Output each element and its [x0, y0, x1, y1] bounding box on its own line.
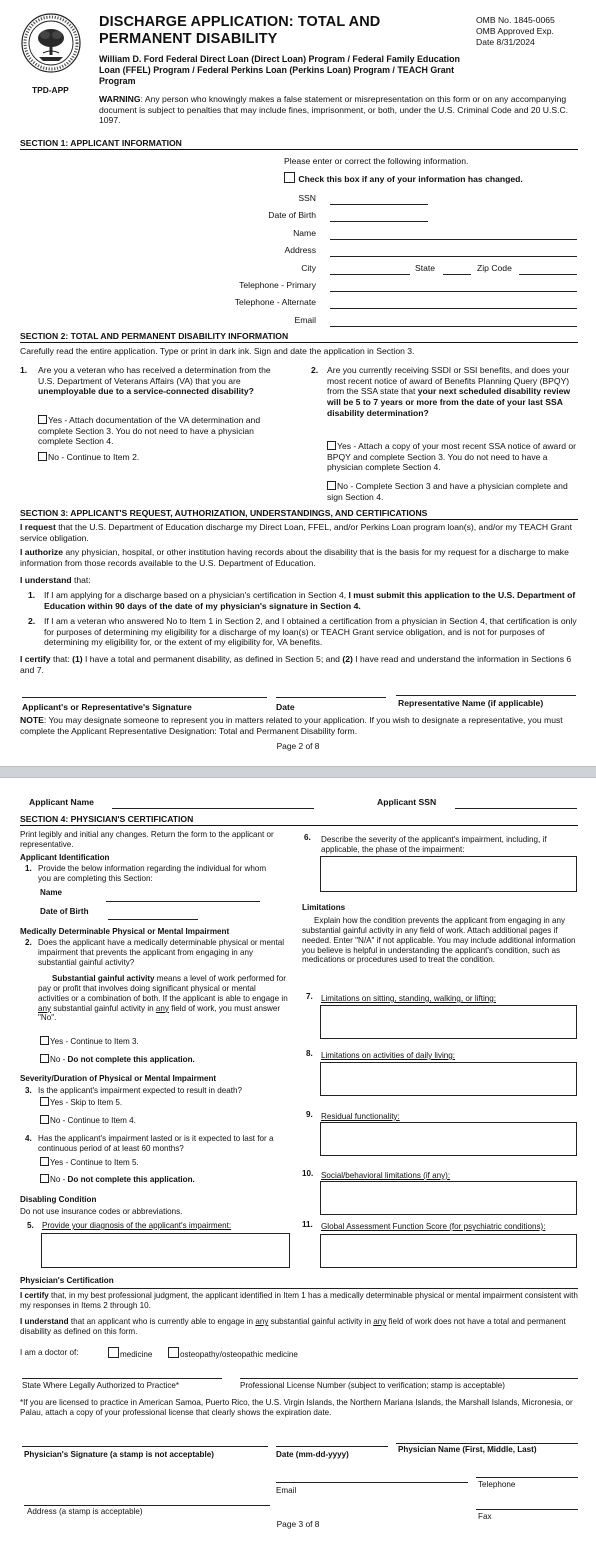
s3-u1-text: If I am applying for a discharge based on a physician's certification in Section 4, [44, 590, 349, 600]
physician-signature-label: Physician's Signature (a stamp is not acceptable) [24, 1450, 214, 1459]
applicant-date-field[interactable] [276, 697, 386, 698]
warning-body: : Any person who knowingly makes a false statement or misrepresentation on this form or on any accompanying document is subject to penalties that may include fines, imprisonment, or both, under the U.S. Criminal Code and 20 U.S.C. 1097. [99, 94, 569, 126]
applicant-name-label: Applicant Name [29, 797, 94, 807]
s2-item1-no-checkbox[interactable] [38, 452, 47, 461]
applicant-name-field[interactable] [112, 808, 314, 809]
s4-item2-yes-row[interactable] [40, 1036, 139, 1047]
doctor-medicine-label: medicine [120, 1350, 153, 1359]
s4-item8-number: 8. [306, 1049, 313, 1058]
s2-item1-yes-checkbox[interactable] [38, 415, 47, 424]
s3-certify-2: (2) [342, 654, 353, 664]
practice-state-label: State Where Legally Authorized to Practice* [22, 1381, 180, 1390]
department-of-education-seal-icon [21, 13, 81, 73]
s3-authorize [20, 547, 580, 568]
s4-sga-definition [38, 974, 288, 1023]
name-field[interactable] [330, 239, 577, 240]
s3-u1-bold: I must submit this application to the U.S. Department of Education within 90 days of the date of my physician's signature in Section 4. [44, 590, 576, 611]
address-label: Address [284, 245, 316, 255]
s4-item11-text: Global Assessment Function Score (for psychiatric conditions): [321, 1222, 546, 1231]
physician-email-field[interactable] [276, 1482, 468, 1483]
physician-address-label: Address (a stamp is acceptable) [27, 1507, 143, 1516]
s4-sga-text-a: means a level of work performed for pay or profit that involves doing significant physical or mental activities or a combination of both. If the applicant is able to engage in [38, 974, 288, 1003]
s4-understand-text [20, 1317, 580, 1337]
s3-u1 [44, 590, 580, 611]
s4-sga-text-c: field of work, you must answer "No". [38, 1003, 281, 1023]
physician-telephone-label: Telephone [478, 1480, 516, 1489]
physician-name-field[interactable] [396, 1443, 578, 1444]
s4-disabling-text: Do not use insurance codes or abbreviations. [20, 1207, 183, 1216]
practice-state-field[interactable] [22, 1378, 222, 1379]
s2-item2-question [327, 365, 577, 418]
doctor-of-label: I am a doctor of: [20, 1348, 79, 1357]
s4-item1-text: Provide the below information regarding the individual for whom you are completing this Section: [38, 864, 267, 883]
s4-item3-yes-row[interactable] [40, 1097, 122, 1108]
s4-dob-label: Date of Birth [40, 907, 89, 916]
omb-number: OMB No. 1845-0065 [476, 15, 555, 25]
s2-item2-yes-label: Yes - Attach a copy of your most recent SSA notice of award or BPQY and complete Section 3. You do not need to have a physician complete Section 4. [327, 441, 576, 473]
page-number-3: Page 3 of 8 [276, 1519, 320, 1529]
s3-authorize-bold: I authorize [20, 547, 63, 557]
s3-u2-number: 2. [28, 616, 36, 626]
s3-certify-text-c: I have read and understand the information in Sections 6 and 7. [20, 654, 572, 675]
representative-name-label: Representative Name (if applicable) [398, 698, 544, 708]
s4-item3-number: 3. [25, 1086, 32, 1095]
section2-heading: SECTION 2: TOTAL AND PERMANENT DISABILITY INFORMATION [20, 331, 578, 343]
s4-item9-number: 9. [306, 1110, 313, 1119]
s4-item3-no-row[interactable] [40, 1115, 136, 1126]
s4-name-field[interactable] [106, 901, 260, 902]
s4-item4-no-row[interactable] [40, 1174, 195, 1185]
s3-note [20, 715, 580, 736]
s4-limitations-heading: Limitations [302, 903, 346, 912]
s2-item2-number: 2. [311, 365, 319, 375]
s4-item4-yes-checkbox[interactable] [40, 1157, 49, 1166]
tel-primary-field[interactable] [330, 291, 577, 292]
s4-item7-number: 7. [306, 992, 313, 1001]
s2-item2-text: Are you currently receiving SSDI or SSI benefits, and does your most recent notice of award of Benefits Planning Query (BPQY) from the SSA state that [327, 365, 570, 397]
s4-item6-number: 6. [304, 833, 311, 842]
physician-signature-field[interactable] [22, 1446, 268, 1447]
applicant-date-label: Date [276, 702, 295, 712]
s2-item2-yes-row[interactable] [327, 441, 577, 473]
s4-sga-text-b: substantial gainful activity in [51, 1003, 156, 1013]
s2-item2-no-checkbox[interactable] [327, 481, 336, 490]
s2-item1-yes-row[interactable] [38, 415, 288, 447]
s4-item2-no-checkbox[interactable] [40, 1054, 49, 1063]
doctor-osteopathy-checkbox[interactable] [168, 1347, 179, 1358]
form-code: TPD-APP [32, 85, 69, 95]
s4-item4-no-label: No - [50, 1175, 68, 1184]
s4-dob-field[interactable] [108, 919, 198, 920]
tel-alternate-label: Telephone - Alternate [234, 297, 316, 307]
s4-understand-b: substantial gainful activity in [268, 1317, 374, 1326]
s4-item7-box[interactable] [320, 1005, 577, 1039]
s2-item1-no-row[interactable] [38, 452, 139, 463]
s2-item1-no-label: No - Continue to Item 2. [48, 452, 140, 462]
s4-item10-box[interactable] [320, 1181, 577, 1215]
physician-email-label: Email [276, 1486, 297, 1495]
s3-understand [20, 575, 91, 586]
s4-cert-body: that, in my best professional judgment, the applicant identified in Item 1 has a medically determinable physical or mental impairment consistent with my responses in Items 2 through 10. [20, 1291, 578, 1310]
section2-intro: Carefully read the entire application. Type or print in dark ink. Sign and date the application in Section 3. [20, 346, 415, 356]
s4-item10-number: 10. [302, 1169, 314, 1178]
s4-item4-text: Has the applicant's impairment lasted or is it expected to last for a continuous period of at least 60 months? [38, 1134, 274, 1153]
s4-item10-text: Social/behavioral limitations (if any): [321, 1171, 451, 1180]
s4-item4-yes-row[interactable] [40, 1157, 139, 1168]
zip-label: Zip Code [477, 263, 512, 273]
s3-u1-number: 1. [28, 590, 36, 600]
form-subtitle: William D. Ford Federal Direct Loan (Direct Loan) Program / Federal Family Education Loan (FFEL) Program / Federal Perkins Loan (Perkins Loan) Program / TEACH Grant Program [99, 54, 460, 87]
s4-understand-a: that an applicant who is currently able to engage in [68, 1317, 256, 1326]
s4-item4-no-bold: Do not complete this application. [67, 1175, 195, 1184]
info-changed-checkbox-row[interactable] [284, 172, 523, 184]
city-label: City [301, 263, 316, 273]
physician-fax-field[interactable] [476, 1509, 578, 1510]
s3-note-text: : You may designate someone to represent you in matters related to your application. If you wish to designate a representative, you must complete the Applicant Representative Designation: Total and Permanent Disability form. [20, 715, 563, 736]
s4-item4-number: 4. [25, 1134, 32, 1143]
physician-date-label: Date (mm-dd-yyyy) [276, 1450, 349, 1459]
doctor-medicine-row[interactable] [108, 1347, 152, 1360]
doctor-osteopathy-row[interactable] [168, 1347, 298, 1360]
s4-item4-no-checkbox[interactable] [40, 1174, 49, 1183]
representative-name-field[interactable] [396, 695, 576, 696]
s4-item2-no-bold: Do not complete this application. [67, 1055, 195, 1064]
s2-item2-bold: your next scheduled disability review will be 5 to 7 years or more from the date of your last SSA disability determination? [327, 386, 571, 418]
s4-item2-yes-label: Yes - Continue to Item 3. [50, 1037, 139, 1046]
s4-cert-bold: I certify [20, 1291, 49, 1300]
s4-intro: Print legibly and initial any changes. Return the form to the applicant or representative. [20, 830, 274, 849]
s4-item3-no-checkbox[interactable] [40, 1115, 49, 1124]
s4-item3-text: Is the applicant's impairment expected to result in death? [38, 1086, 243, 1095]
name-label: Name [293, 228, 316, 238]
s4-item11-number: 11. [302, 1220, 313, 1229]
dob-label: Date of Birth [268, 210, 316, 220]
doctor-medicine-checkbox[interactable] [108, 1347, 119, 1358]
s3-u2-text: If I am a veteran who answered No to Item 1 in Section 2, and I obtained a certification from a physician in Section 4, that certification is only for purposes of determining my eligibility for a discharge of my loan(s) or TEACH Grant service obligation, and is not for purposes of determining my eligibility for, or the extent of my eligibility for, VA benefits. [44, 616, 577, 648]
s4-item7-text: Limitations on sitting, standing, walking, or lifting: [321, 994, 497, 1003]
state-label: State [415, 263, 436, 273]
s3-understand-text: that: [71, 575, 91, 585]
page-separator [0, 766, 596, 778]
s4-sga-bold: Substantial gainful activity [52, 974, 155, 983]
s4-understand-c: field of work does not have a total and permanent disability as defined on this form. [20, 1317, 566, 1336]
omb-info [476, 15, 591, 49]
s2-item2-no-label: No - Complete Section 3 and have a physician complete and sign Section 4. [327, 481, 568, 502]
section4-heading: SECTION 4: PHYSICIAN'S CERTIFICATION [20, 814, 578, 826]
s3-note-bold: NOTE [20, 715, 44, 725]
page-number-2: Page 2 of 8 [276, 741, 320, 751]
license-footnote: *If you are licensed to practice in American Samoa, Puerto Rico, the U.S. Virgin Islands, the Northern Mariana Islands, the Marshall Islands, Micronesia, or Palau, attach a copy of your professional license that clearly shows the expiration date. [20, 1398, 573, 1417]
ssn-field[interactable] [330, 204, 428, 205]
s4-item3-yes-checkbox[interactable] [40, 1097, 49, 1106]
s4-understand-bold: I understand [20, 1317, 69, 1326]
s3-certify-text-a: that: [50, 654, 73, 664]
s2-item2-yes-checkbox[interactable] [327, 441, 336, 450]
s4-item1-number: 1. [25, 864, 32, 873]
physician-date-field[interactable] [276, 1446, 388, 1447]
s2-item2-no-row[interactable] [327, 481, 577, 502]
section1-instruction: Please enter or correct the following information. [284, 156, 469, 166]
s4-item3-yes-label: Yes - Skip to Item 5. [50, 1098, 123, 1107]
physician-telephone-field[interactable] [476, 1477, 578, 1478]
applicant-signature-field[interactable] [22, 697, 267, 698]
applicant-signature-label: Applicant's or Representative's Signature [22, 702, 192, 712]
s4-ident-heading: Applicant Identification [20, 853, 110, 862]
s4-cert-text [20, 1291, 580, 1311]
s3-understand-bold: I understand [20, 575, 72, 585]
s3-certify-text-b: I have a total and permanent disability, as defined in Section 5; and [82, 654, 343, 664]
section3-heading: SECTION 3: APPLICANT'S REQUEST, AUTHORIZATION, UNDERSTANDINGS, AND CERTIFICATIONS [20, 508, 578, 520]
s3-authorize-text: any physician, hospital, or other institution having records about the disability that is the basis for my request for a discharge to make information from those records available to the U.S. Department of Education. [20, 547, 569, 568]
s4-item8-text: Limitations on activities of daily living: [321, 1051, 456, 1060]
s4-sga-any-2: any [155, 1003, 169, 1013]
s4-item2-no-label: No - [50, 1055, 68, 1064]
warning-text [99, 94, 581, 126]
s4-cert-heading: Physician's Certification [20, 1276, 114, 1285]
s4-item6-text: Describe the severity of the applicant's impairment, including, if applicable, the phase of the impairment: [321, 835, 547, 854]
s4-item2-number: 2. [25, 938, 32, 947]
s3-certify [20, 654, 580, 675]
s3-certify-1: (1) [72, 654, 83, 664]
s4-disabling-heading: Disabling Condition [20, 1195, 97, 1204]
s4-item11-box[interactable] [320, 1234, 577, 1268]
s4-item4-yes-label: Yes - Continue to Item 5. [50, 1158, 139, 1167]
s4-name-label: Name [40, 888, 63, 897]
dob-field[interactable] [330, 221, 428, 222]
s4-item5-text: Provide your diagnosis of the applicant's impairment: [42, 1221, 232, 1230]
s4-item9-text: Residual functionality: [321, 1112, 400, 1121]
info-changed-label: Check this box if any of your information has changed. [298, 174, 523, 184]
s4-item6-severity-box[interactable] [320, 856, 577, 892]
omb-approved: OMB Approved Exp. [476, 26, 554, 37]
state-field[interactable] [443, 274, 471, 275]
s2-item1-number: 1. [20, 365, 28, 375]
s3-certify-bold: I certify [20, 654, 51, 664]
email-field[interactable] [330, 326, 577, 327]
s4-item2-text: Does the applicant have a medically determinable physical or mental impairment that prevents the applicant from engaging in any substantial gainful activity? [38, 938, 285, 967]
s4-item9-box[interactable] [320, 1122, 577, 1156]
s3-request-text: that the U.S. Department of Education discharge my Direct Loan, FFEL, and/or Perkins Loan program loan(s), and/or my TEACH Grant service obligation. [20, 522, 573, 543]
physician-address-field[interactable] [24, 1505, 270, 1506]
form-title: DISCHARGE APPLICATION: TOTAL AND PERMANENT DISABILITY [99, 14, 381, 48]
omb-date: Date 8/31/2024 [476, 37, 535, 48]
s2-item1-yes-label: Yes - Attach documentation of the VA determination and complete Section 3. You do not need to have a physician complete Section 4. [38, 415, 261, 447]
s2-item1-bold: unemployable due to a service-connected disability? [38, 386, 254, 397]
s2-item1-question [38, 365, 288, 397]
doctor-osteopathy-label: osteopathy/osteopathic medicine [180, 1350, 298, 1359]
s4-limitations-text: Explain how the condition prevents the applicant from engaging in any substantial gainful activity in any field of work. Attach additional pages if needed. Enter "N/A" if not applicable. You may include additional information you believe is helpful in understanding the applicant's condition, such as medications or procedures used to treat the condition. [302, 916, 576, 965]
s4-item2-no-row[interactable] [40, 1054, 195, 1065]
s4-understand-any-2: any [373, 1317, 387, 1326]
form-page-2 [0, 0, 596, 766]
s4-item2-yes-checkbox[interactable] [40, 1036, 49, 1045]
ssn-label: SSN [298, 193, 316, 203]
info-changed-checkbox[interactable] [284, 172, 295, 183]
s4-cert-divider [20, 1288, 578, 1289]
physician-name-label: Physician Name (First, Middle, Last) [398, 1445, 537, 1454]
s4-item8-box[interactable] [320, 1062, 577, 1096]
s4-item3-no-label: No - Continue to Item 4. [50, 1116, 136, 1125]
email-label: Email [294, 315, 316, 325]
license-number-field[interactable] [240, 1378, 578, 1379]
warning-label: WARNING [99, 94, 141, 104]
s4-sga-any-1: any [38, 1003, 52, 1013]
city-field[interactable] [330, 274, 410, 275]
tel-primary-label: Telephone - Primary [239, 280, 316, 290]
s3-request-bold: I request [20, 522, 56, 532]
s2-item1-text: Are you a veteran who has received a determination from the U.S. Department of Veterans Affairs (VA) that you are [38, 365, 271, 386]
section1-heading: SECTION 1: APPLICANT INFORMATION [20, 138, 578, 150]
form-page-3 [0, 778, 596, 1547]
applicant-ssn-field[interactable] [455, 808, 577, 809]
address-field[interactable] [330, 256, 577, 257]
license-number-label: Professional License Number (subject to verification; stamp is acceptable) [240, 1381, 505, 1390]
zip-field[interactable] [519, 274, 577, 275]
s4-severity-heading: Severity/Duration of Physical or Mental Impairment [20, 1074, 217, 1083]
s4-mdpmi-heading: Medically Determinable Physical or Mental Impairment [20, 927, 230, 936]
s4-item5-diagnosis-box[interactable] [41, 1233, 290, 1268]
s4-item5-number: 5. [27, 1221, 34, 1230]
applicant-ssn-label: Applicant SSN [377, 797, 437, 807]
s3-request [20, 522, 580, 543]
tel-alternate-field[interactable] [330, 308, 577, 309]
s4-understand-any-1: any [255, 1317, 269, 1326]
physician-fax-label: Fax [478, 1512, 492, 1521]
